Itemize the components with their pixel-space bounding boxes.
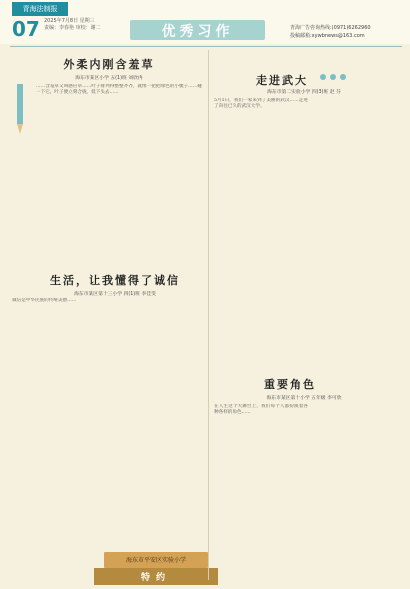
article-body-column: 5月1日，我们一家来到了美丽的武汉……走进了向往已久的武汉大学。: [214, 98, 308, 110]
sponsor-box: [104, 552, 208, 568]
special-label: 特约: [140, 573, 171, 583]
article-body-column: 在人生这个大舞台上，我们每个人都扮演着各种各样的角色……: [214, 404, 308, 416]
header-meta: [44, 18, 101, 32]
section-banner: [130, 20, 265, 40]
page-number: 07: [12, 17, 40, 41]
page-header: [0, 0, 410, 44]
article-byline: 海东市某区小学 五(1)班 刘欣冉: [75, 76, 143, 81]
article-body-column: [108, 298, 204, 548]
article-byline: 海东市第二实验小学 四(3)班 赵 芬: [267, 90, 341, 95]
article-byline: 海东市某区第十三小学 四(1)班 李佳雯: [74, 292, 156, 297]
section-title: 优秀习作: [161, 24, 234, 40]
article-body-column: [310, 404, 402, 580]
article-body-column: [310, 98, 402, 364]
article-title: 外柔内刚含羞草: [63, 58, 155, 71]
article-title: 生活，让我懂得了诚信: [50, 274, 180, 287]
article-byline: 海东市某区第十小学 五年级 李可欣: [266, 396, 342, 401]
editor-line: 责编：李春艳 审校：谢二: [44, 25, 101, 31]
header-contact: [290, 24, 371, 40]
article-title: 走进武大: [256, 74, 308, 87]
pencil-icon: [15, 84, 25, 134]
article-title: 重要角色: [264, 378, 316, 391]
special-box: [94, 568, 218, 585]
column-divider: [208, 50, 209, 580]
newspaper-logo: 青海法制报: [12, 2, 68, 16]
date-line: 2025年7月8日 星期三: [44, 18, 95, 24]
sponsor-label: 海东市平安区实验小学: [125, 557, 186, 564]
article-body: ……含羞草又叫感应草……叶子排列得整整齐齐，就像一把把绿色的小梳子……碰一下它，叶子便立刻合拢，低下头去……: [36, 84, 202, 96]
article-body-column: 诚信是中华民族的传统美德……: [12, 298, 77, 303]
header-rule: [10, 46, 402, 47]
hotline: 青海广告咨询热线:(0971)6262960: [290, 25, 371, 31]
email: 投稿邮箱:xywbnews@163.com: [290, 33, 365, 39]
